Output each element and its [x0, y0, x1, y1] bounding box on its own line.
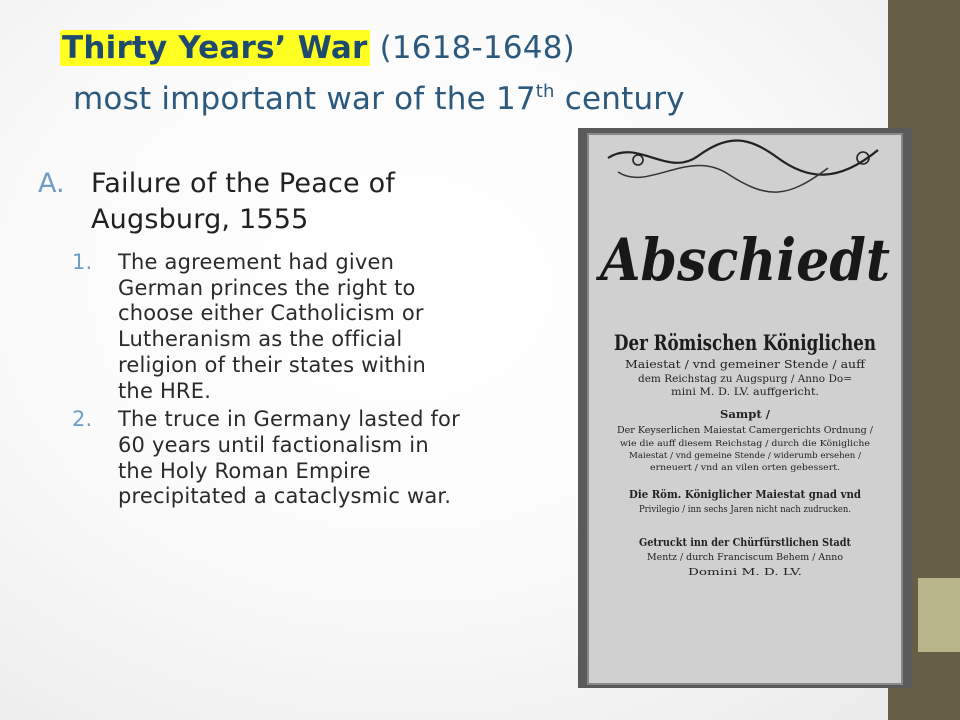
section-heading — [36, 166, 456, 238]
title-superscript: th — [535, 81, 555, 102]
doc-line: Maiestat / vnd gemeine Stende / widerumb ersehen / — [629, 451, 862, 460]
point-list — [70, 250, 460, 513]
list-item-text: The agreement had given German princes the right to choose either Catholicism or Lutheranism as the official religion of their states within the HRE. — [118, 250, 426, 403]
list-item — [70, 250, 460, 404]
title-subtitle-main: most important war of the 17 — [73, 81, 536, 117]
title-subtitle-end: century — [564, 81, 685, 117]
doc-line: Getruckt inn der Chürfürstlichen Stadt — [639, 536, 852, 549]
doc-line: Domini M. D. LV. — [688, 568, 803, 578]
doc-line: mini M. D. LV. auffgericht. — [671, 387, 819, 398]
doc-line: Maiestat / vnd gemeiner Stende / auff — [625, 358, 867, 371]
doc-line: Die Röm. Königlicher Maiestat gnad vnd — [629, 488, 862, 501]
list-item-number: 2. — [72, 407, 93, 432]
doc-blackletter-title: Abschiedt — [595, 226, 891, 294]
title-subtitle — [60, 70, 685, 121]
slide-title — [60, 26, 685, 121]
sidebar-accent-block — [918, 578, 960, 652]
doc-line: erneuert / vnd an vilen orten gebessert. — [650, 463, 840, 472]
section-marker: A. — [38, 168, 65, 199]
section-heading-text: Failure of the Peace of Augsburg, 1555 — [91, 168, 396, 235]
list-item-text: The truce in Germany lasted for 60 years until factionalism in the Holy Roman Empire precipitated a cataclysmic war. — [118, 407, 460, 509]
doc-line: wie die auff diesem Reichstag / durch die Königliche — [620, 439, 871, 448]
list-item — [70, 407, 460, 510]
title-highlight: Thirty Years’ War — [62, 30, 368, 66]
document-title-page-image — [578, 128, 912, 688]
doc-line: Der Keyserlichen Maiestat Camergerichts Ordnung / — [617, 426, 875, 436]
doc-line: Privilegio / inn sechs Jaren nicht nach zudrucken. — [639, 505, 852, 515]
doc-line: dem Reichstag zu Augspurg / Anno Do= — [638, 374, 852, 385]
doc-line: Sampt / — [720, 408, 772, 421]
doc-line: Der Römischen Königlichen — [614, 330, 876, 355]
doc-line: Mentz / durch Franciscum Behem / Anno — [647, 553, 843, 563]
list-item-number: 1. — [72, 250, 93, 274]
title-dates: (1618-1648) — [379, 30, 575, 66]
